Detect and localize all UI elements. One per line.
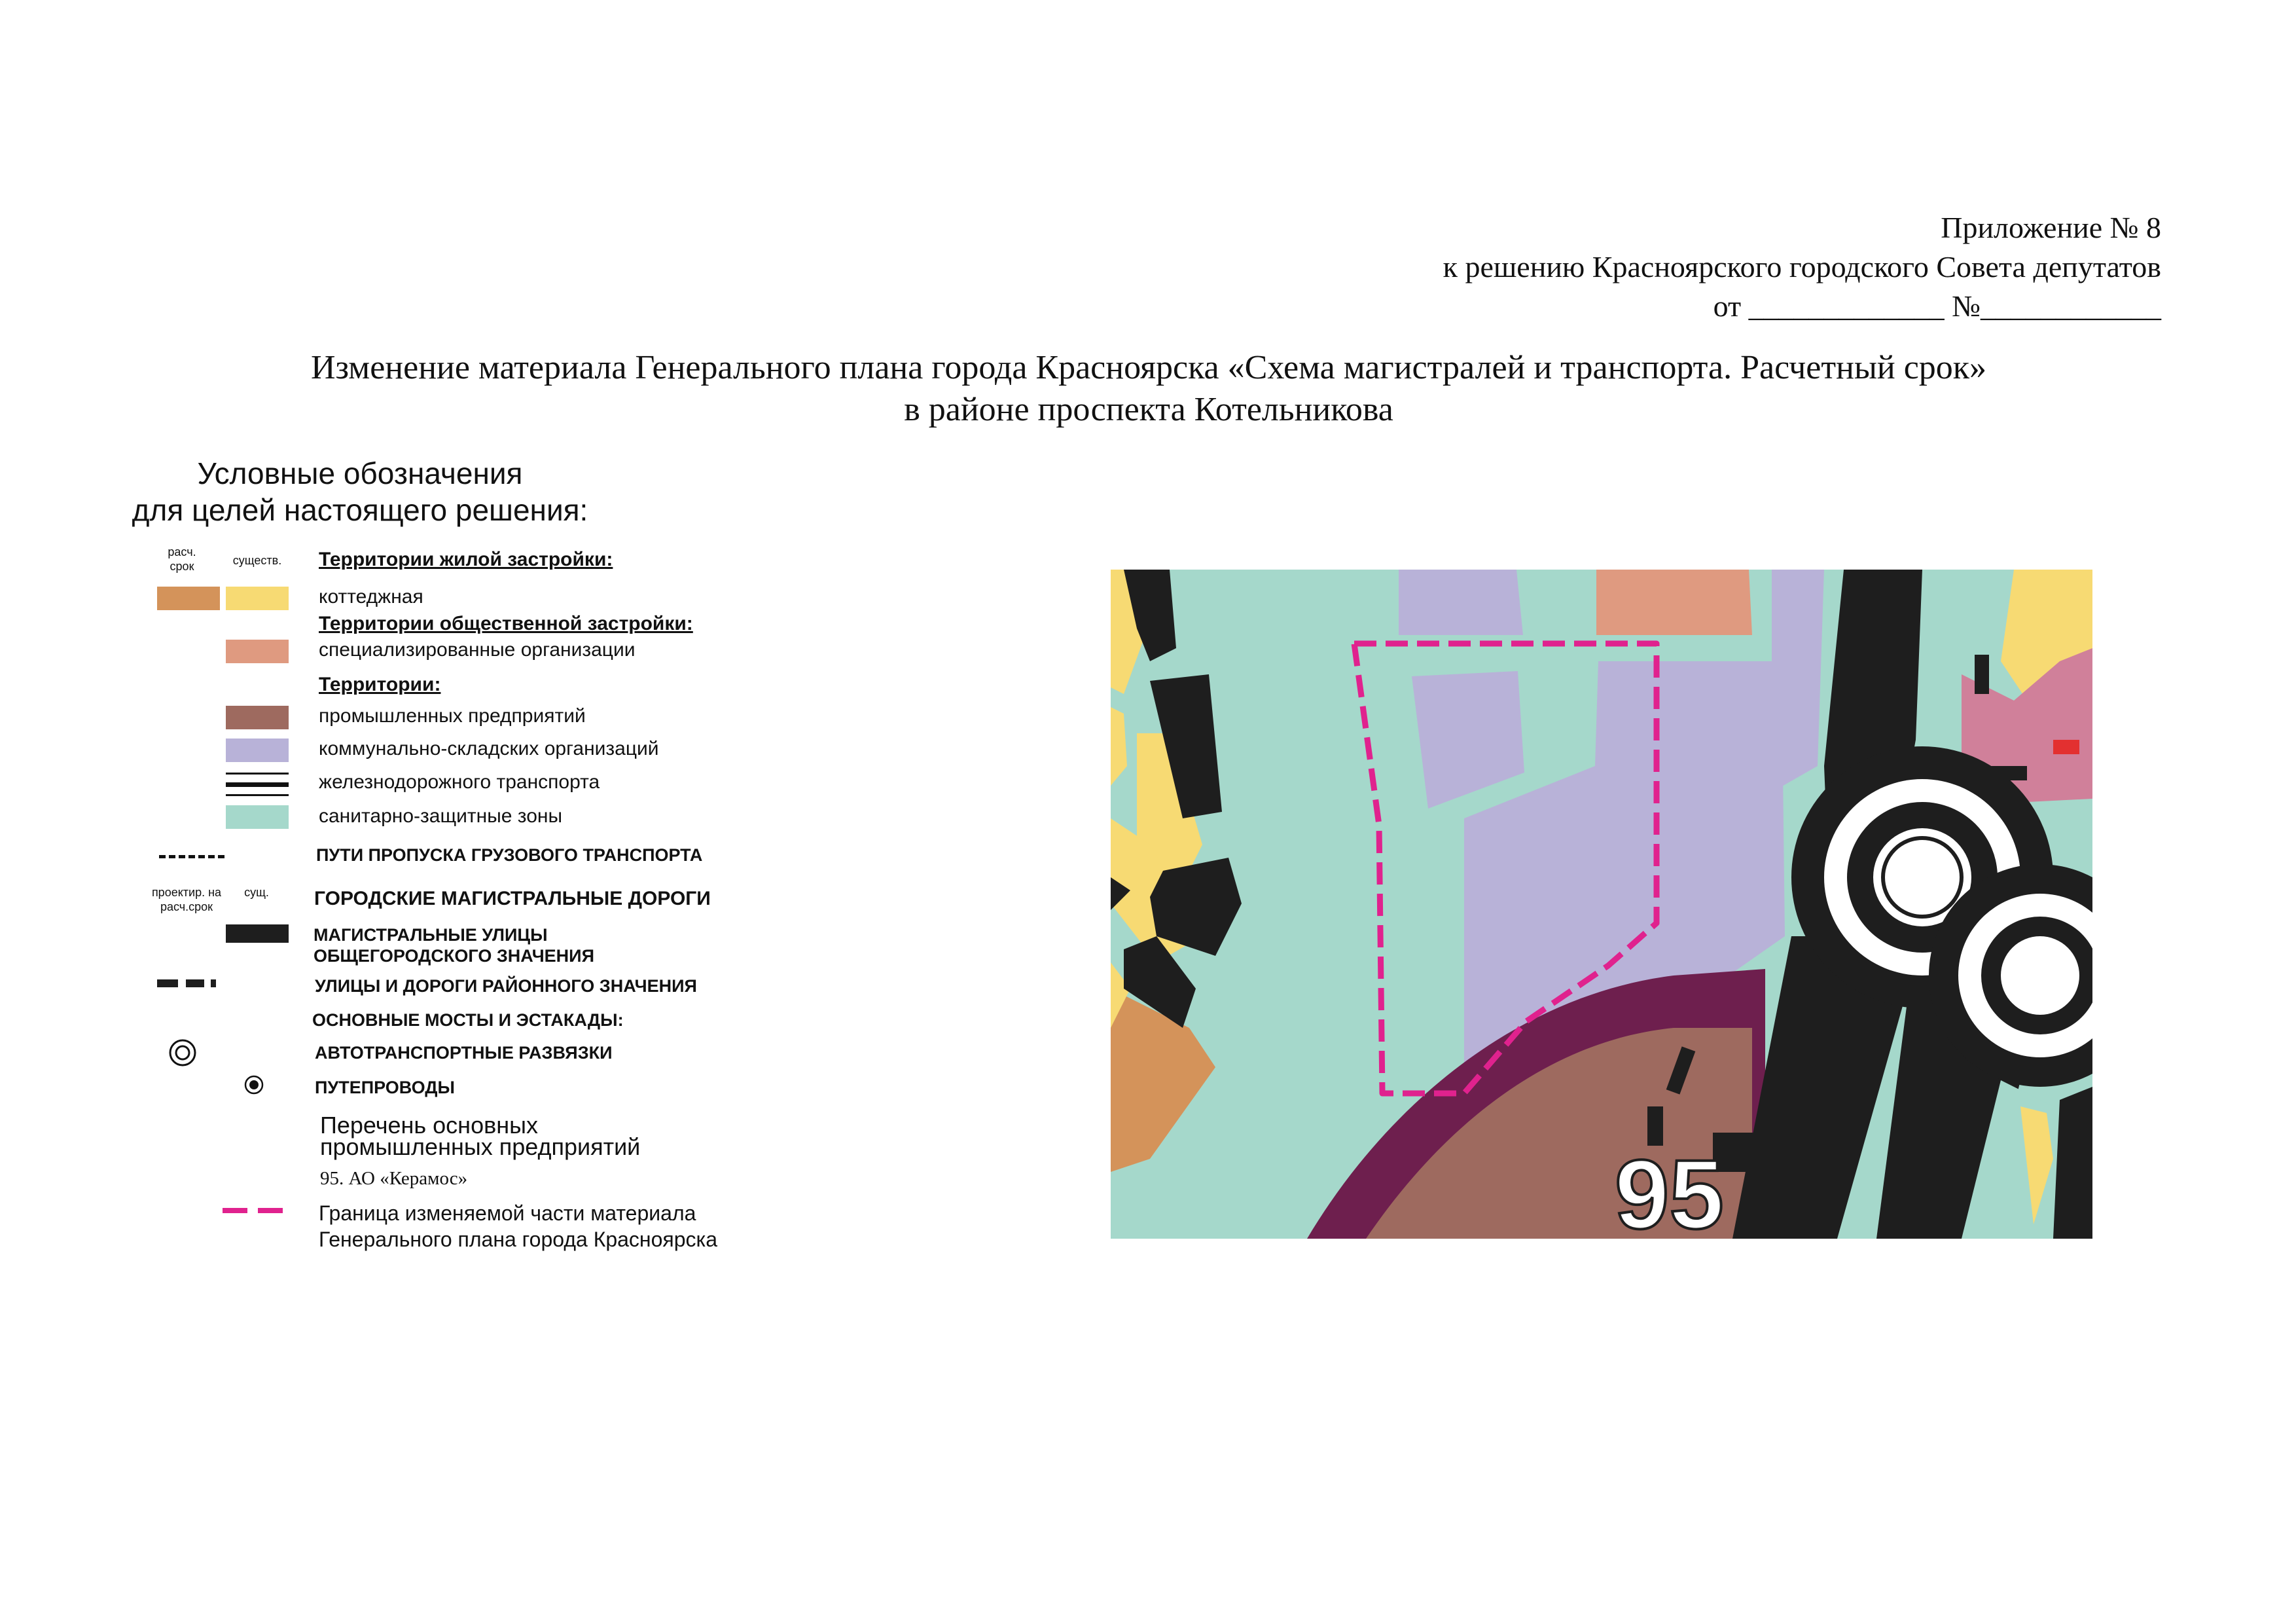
legend-title	[98, 455, 622, 528]
overpass-icon	[243, 1074, 264, 1095]
map-fragment	[1111, 570, 2092, 1239]
legend-boundary-line-2: Генерального плана города Красноярска	[319, 1228, 718, 1251]
legend-main-streets-line-2: ОБЩЕГОРОДСКОГО ЗНАЧЕНИЯ	[314, 946, 594, 966]
document-title	[92, 347, 2206, 431]
swatch-industrial	[226, 706, 289, 729]
district-road-dash-2	[1988, 766, 2027, 780]
legend-public-header: Территории общественной застройки:	[319, 613, 693, 634]
legend-boundary-line-1: Граница изменяемой части материала	[319, 1201, 696, 1225]
legend-col-exist-short: сущ.	[244, 886, 269, 899]
appendix-date-number: от _____________ №____________	[1713, 289, 2161, 323]
swatch-specialized	[226, 640, 289, 663]
legend-specialized: специализированные организации	[319, 639, 636, 661]
district-road-dash-6	[1935, 1093, 1951, 1139]
legend-col-proj: проектир. на расч.срок	[151, 886, 222, 913]
legend-main-streets	[314, 924, 594, 966]
swatch-main-streets	[226, 924, 289, 943]
legend-railway: железнодорожного транспорта	[319, 771, 600, 793]
legend-enterprises-line-2: промышленных предприятий	[320, 1133, 641, 1160]
legend-boundary	[319, 1200, 717, 1252]
swatch-sanitary	[226, 805, 289, 829]
specialized-area	[1596, 570, 1752, 635]
legend-cottage: коттеджная	[319, 586, 423, 608]
communal-area-5	[1772, 570, 1824, 792]
district-road-symbol	[157, 978, 216, 991]
legend-main-streets-line-1: МАГИСТРАЛЬНЫЕ УЛИЦЫ	[314, 925, 548, 945]
enterprise-item-95: 95. АО «Керамос»	[320, 1168, 468, 1189]
legend-residential-header: Территории жилой застройки:	[319, 549, 613, 570]
legend-col-calc: расч. срок	[168, 545, 196, 573]
communal-area-4	[1654, 661, 1768, 936]
swatch-communal	[226, 739, 289, 762]
legend-col-exist: существ.	[232, 554, 282, 567]
legend-overpasses: ПУТЕПРОВОДЫ	[315, 1078, 455, 1097]
appendix-decision: к решению Красноярского городского Совета депутатов	[1443, 250, 2161, 283]
legend-territories-header: Территории:	[319, 674, 441, 695]
appendix-number: Приложение № 8	[1941, 211, 2161, 244]
legend-enterprises	[320, 1114, 640, 1158]
legend-city-roads: ГОРОДСКИЕ МАГИСТРАЛЬНЫЕ ДОРОГИ	[314, 888, 711, 909]
map-canvas	[1111, 570, 2092, 1239]
swatch-cottage-exist	[226, 587, 289, 610]
legend-freight: ПУТИ ПРОПУСКА ГРУЗОВОГО ТРАНСПОРТА	[316, 845, 703, 865]
title-line-2: в районе проспекта Котельникова	[904, 391, 1393, 428]
red-mark	[2053, 740, 2079, 754]
legend-title-line-1: Условные обозначения	[197, 456, 523, 490]
legend-interchanges: АВТОТРАНСПОРТНЫЕ РАЗВЯЗКИ	[315, 1043, 613, 1063]
swatch-railway	[226, 773, 289, 796]
legend-district-streets: УЛИЦЫ И ДОРОГИ РАЙОННОГО ЗНАЧЕНИЯ	[315, 976, 697, 996]
legend-enterprises-line-1: Перечень основных	[320, 1112, 538, 1139]
boundary-line-symbol	[223, 1206, 288, 1215]
swatch-cottage-calc	[157, 587, 220, 610]
interchange2-inner-white	[2001, 936, 2079, 1015]
interchange-icon	[168, 1038, 198, 1068]
title-line-1: Изменение материала Генерального плана города Красноярска «Схема магистралей и транспорта. Расчетный срок»	[310, 349, 1987, 386]
legend-communal: коммунально-складских организаций	[319, 738, 659, 759]
district-road-dash-1	[1975, 655, 1989, 694]
legend-title-line-2: для целей настоящего решения:	[132, 493, 588, 527]
communal-area-1	[1399, 570, 1523, 635]
legend-sanitary: санитарно-защитные зоны	[319, 805, 563, 827]
legend-industrial: промышленных предприятий	[319, 705, 586, 727]
appendix-header	[1245, 208, 2161, 326]
freight-route-symbol	[159, 855, 224, 858]
legend-bridges: ОСНОВНЫЕ МОСТЫ И ЭСТАКАДЫ:	[312, 1010, 624, 1030]
enterprise-label-95: 95	[1615, 1139, 1724, 1239]
